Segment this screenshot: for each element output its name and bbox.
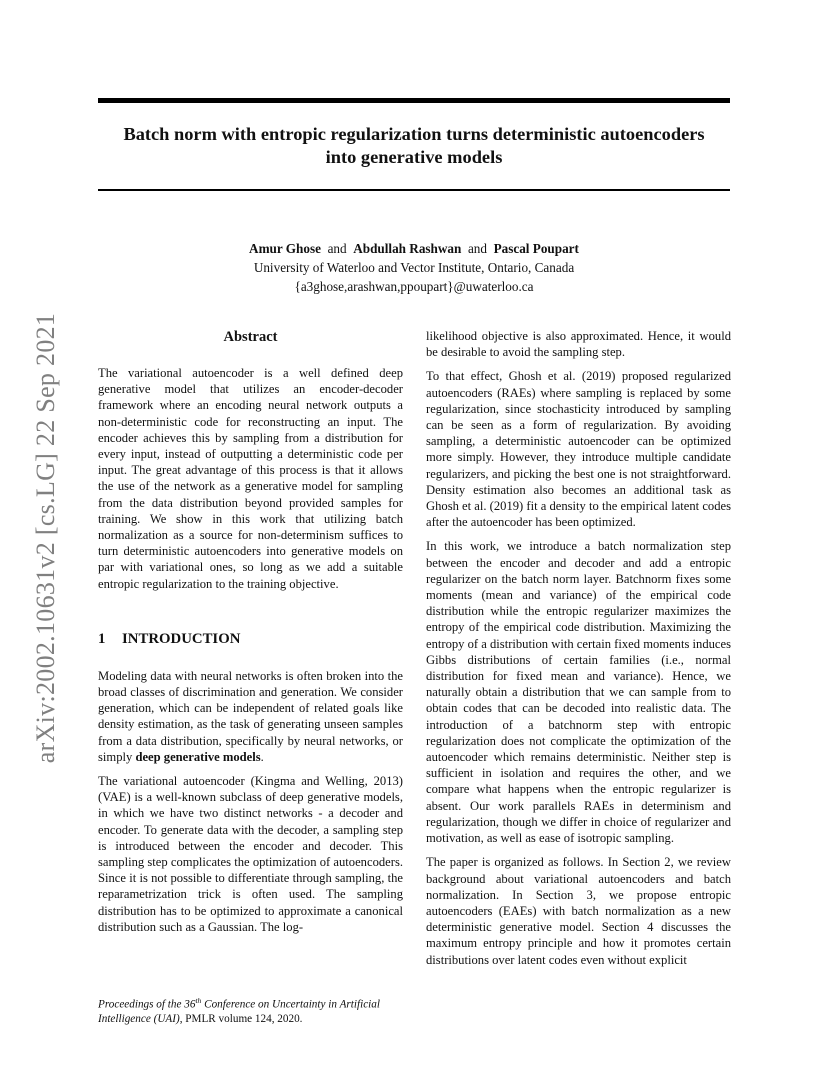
proceedings-footnote (98, 994, 418, 1027)
section-heading (98, 630, 403, 648)
left-column (98, 328, 403, 935)
intro-p1-bold: deep generative models (135, 749, 261, 764)
right-paragraph-3: In this work, we introduce a batch normalization step between the encoder and decoder and add a entropic regularizer on the batch norm layer. Batchnorm fixes some moments (mean and variance) of the empirical code distribution while the entropic regularizer maximizes the entropy of the empirical code distribution. Maximizing the entropy of a distribution with certain fixed moments induces Gibbs distributions of certain families (i.e., normal distribution for fixed mean and variance). Hence, we naturally obtain a distribution that we can sample from to obtain codes that can be decoded into realistic data. The introduction of a batchnorm step with entropic regularization does not complicate the optimization of the autoencoder which remains deterministic. Neither step is sufficient in isolation and requires the other, and we compare what happens when the entropic regularizer is absent. Our work parallels RAEs in determinism and regularization, though we differ in choice of regularizer and motivation, as well as ease of isotropic sampling. (426, 539, 731, 846)
author-and-2: and (467, 241, 487, 256)
author-names (98, 239, 730, 258)
top-rule (98, 98, 730, 103)
abstract-text: The variational autoencoder is a well defined deep generative model that utilizes an encoder-decoder framework where an encoding neural network outputs a non-deterministic code for reconstructing an input. The encoder achieves this by sampling from a distribution for every input, instead of outputting a deterministic code per input. The great advantage of this process is that it allows the use of the network as a generative model for sampling from the data distribution beyond provided samples for training. We show in this work that utilizing batch normalization as a source for non-determinism suffices to turn deterministic autoencoders into generative models on par with variational ones, so long as we add a suitable entropic regularization to the training objective. (98, 366, 403, 591)
footnote-pre: Proceedings of the 36 (98, 998, 196, 1011)
arxiv-stamp-text: arXiv:2002.10631v2 [cs.LG] 22 Sep 2021 (31, 312, 60, 764)
title-rule (98, 189, 730, 191)
intro-paragraph-2: The variational autoencoder (Kingma and Welling, 2013) (VAE) is a well-known subclass of deep generative models, in which we have two distinct networks - a decoder and encoder. To generate data with the decoder, a sampling step is introduced between the encoder and decoder. This sampling step complicates the optimization of autoencoders. Since it is not possible to differentiate through sampling, the reparametrization trick is often used. The sampling distribution has to be optimized to approximate a canonical distribution such as a Gaussian. The log- (98, 774, 403, 934)
emails: {a3ghose,arashwan,ppoupart}@uwaterloo.ca (294, 279, 534, 294)
footnote-mid: Conference on Uncertainty in Artificial Intelligence (UAI) (98, 998, 380, 1026)
section-number: 1 (98, 630, 106, 647)
paper-title (98, 123, 730, 169)
author-block (98, 239, 730, 296)
right-paragraph-4: The paper is organized as follows. In Section 2, we review background about variational autoencoders and batch normalization. In Section 3, we propose entropic autoencoders (EAEs) with batch normalization as a new deterministic generative model. Section 4 discusses the maximum entropy principle and how it promotes certain distributions over latent codes even without explicit (426, 855, 731, 967)
intro-p1-text: Modeling data with neural networks is often broken into the broad classes of discrimination and generation. We consider generation, which can be independent of related goals like density estimation, as the task of generating unseen samples from a data distribution, specifically by neural networks, or simply (98, 668, 403, 764)
author-2: Abdullah Rashwan (353, 241, 462, 256)
affiliation: University of Waterloo and Vector Institute, Ontario, Canada (253, 260, 575, 275)
right-paragraph-2: To that effect, Ghosh et al. (2019) proposed regularized autoencoders (RAEs) where sampling is replaced by some regularization, since stochasticity introduced by sampling can be seen as a form of regularization. By avoiding sampling, a deterministic autoencoder can be optimized more simply. However, they introduce multiple candidate regularizers, and picking the best one is not straightforward. Density estimation also becomes an additional task as Ghosh et al. (2019) fit a density to the empirical latent codes after the autoencoder has been optimized. (426, 369, 731, 530)
intro-paragraph-1 (98, 668, 403, 765)
right-column (426, 328, 731, 968)
title-line-2: into generative models (325, 147, 503, 167)
author-1: Amur Ghose (249, 241, 321, 256)
author-3: Pascal Poupart (493, 241, 579, 256)
footnote-sup: th (195, 996, 202, 1005)
arxiv-stamp (22, 312, 70, 764)
footnote-post: , PMLR volume 124, 2020. (179, 1013, 303, 1026)
author-and-1: and (327, 241, 347, 256)
intro-p1-end: . (260, 749, 264, 764)
section-title: INTRODUCTION (122, 630, 241, 647)
abstract-heading: Abstract (223, 329, 278, 345)
title-line-1: Batch norm with entropic regularization turns deterministic autoencoders (123, 124, 705, 144)
right-paragraph-1: likelihood objective is also approximated. Hence, it would be desirable to avoid the sampling step. (426, 329, 731, 360)
